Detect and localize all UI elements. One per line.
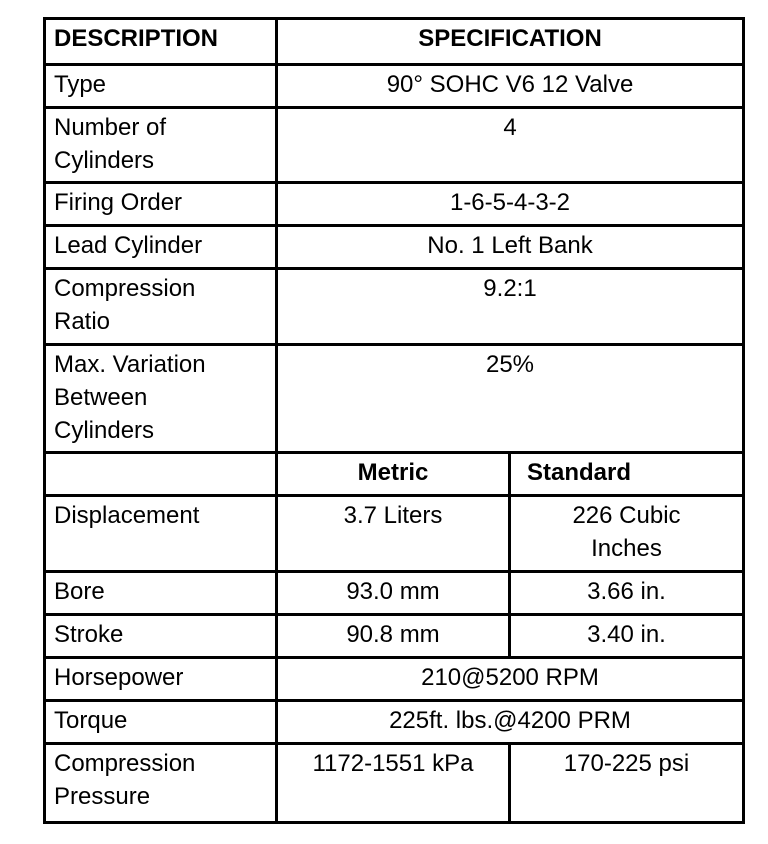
table-row <box>45 345 744 453</box>
row-label: Max. Variation Between Cylinders <box>45 345 277 453</box>
row-label: Horsepower <box>45 658 277 701</box>
table-row <box>45 701 744 744</box>
row-value: 25% <box>277 345 744 453</box>
row-label: Lead Cylinder <box>45 226 277 269</box>
table-row <box>45 572 744 615</box>
row-value: No. 1 Left Bank <box>277 226 744 269</box>
table-row <box>45 615 744 658</box>
row-label: Stroke <box>45 615 277 658</box>
metric-value: 90.8 mm <box>277 615 510 658</box>
row-label: Displacement <box>45 496 277 572</box>
metric-value: 3.7 Liters <box>277 496 510 572</box>
standard-header: Standard <box>510 453 744 496</box>
metric-value: 1172-1551 kPa <box>277 744 510 823</box>
standard-value: 226 Cubic Inches <box>510 496 744 572</box>
units-header-row <box>45 453 744 496</box>
table-row <box>45 744 744 823</box>
row-value: 90° SOHC V6 12 Valve <box>277 65 744 108</box>
row-label: Number of Cylinders <box>45 108 277 183</box>
row-value: 4 <box>277 108 744 183</box>
table-row <box>45 496 744 572</box>
table-row <box>45 226 744 269</box>
row-label: Compression Ratio <box>45 269 277 345</box>
standard-value: 170-225 psi <box>510 744 744 823</box>
row-label: Torque <box>45 701 277 744</box>
table-row <box>45 65 744 108</box>
description-header: DESCRIPTION <box>45 19 277 65</box>
row-value: 9.2:1 <box>277 269 744 345</box>
table-row <box>45 108 744 183</box>
standard-value: 3.40 in. <box>510 615 744 658</box>
standard-value: 3.66 in. <box>510 572 744 615</box>
row-label: Type <box>45 65 277 108</box>
table-row <box>45 183 744 226</box>
metric-header: Metric <box>277 453 510 496</box>
empty-cell <box>45 453 277 496</box>
row-value: 225ft. lbs.@4200 PRM <box>277 701 744 744</box>
specification-header: SPECIFICATION <box>277 19 744 65</box>
table-row <box>45 658 744 701</box>
row-label: Compression Pressure <box>45 744 277 823</box>
header-row <box>45 19 744 65</box>
metric-value: 93.0 mm <box>277 572 510 615</box>
row-label: Bore <box>45 572 277 615</box>
table-row <box>45 269 744 345</box>
row-value: 210@5200 RPM <box>277 658 744 701</box>
row-value: 1-6-5-4-3-2 <box>277 183 744 226</box>
row-label: Firing Order <box>45 183 277 226</box>
engine-spec-table <box>43 17 745 824</box>
